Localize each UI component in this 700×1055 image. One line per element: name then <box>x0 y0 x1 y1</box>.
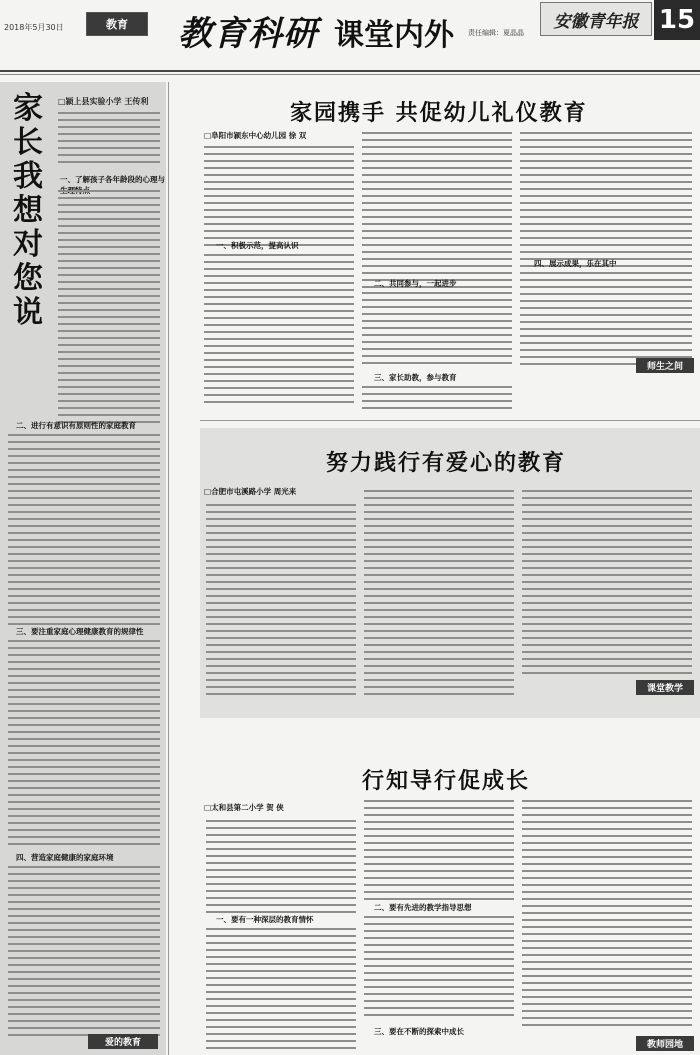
section-badge-label: 教育 <box>106 18 128 31</box>
left-text-block-2 <box>58 190 160 428</box>
article1-bottom-rule <box>200 420 700 421</box>
article2-col2 <box>364 490 514 700</box>
left-article-title: 家长我想对您说 <box>13 91 43 330</box>
column-title: 教育科研 <box>178 14 318 54</box>
article3-byline: □太和县第二小学 贺 侠 <box>204 803 284 812</box>
article1-col1-top <box>204 146 354 251</box>
article1-tag: 师生之间 <box>636 358 694 373</box>
article1-col2-mid <box>362 292 512 369</box>
article3-title: 行知导行促成长 <box>362 768 531 794</box>
left-text-block-3 <box>8 434 160 630</box>
article3-section-3: 三、要在不断的探索中成长 <box>374 1027 464 1036</box>
page-number: 15 <box>654 0 700 40</box>
article1-byline: □阜阳市颍东中心幼儿园 徐 双 <box>204 131 307 140</box>
masthead-rule <box>0 70 700 72</box>
article2-col1 <box>206 504 356 700</box>
masthead <box>0 0 700 74</box>
article1-section-1: 一、积极示范，提高认识 <box>216 241 299 250</box>
article1-section-2: 二、共同参与，一起进步 <box>374 279 457 288</box>
left-section-2: 二、进行有意识有原则性的家庭教育 <box>16 421 136 430</box>
article3-col2-mid <box>364 916 514 1021</box>
article1-section-3: 三、家长助教，参与教育 <box>374 373 457 382</box>
article1-col3-bottom <box>520 272 692 370</box>
column-subtitle: 课堂内外 <box>334 18 454 53</box>
issue-date: 2018年5月30日 <box>4 23 64 32</box>
left-text-block-1 <box>58 112 160 168</box>
left-text-block-4 <box>8 640 160 850</box>
article1-col3-top <box>520 132 692 272</box>
article2-title: 努力践行有爱心的教育 <box>326 450 567 476</box>
left-article-byline: □颍上县实验小学 王传利 <box>58 97 149 106</box>
editor-credit: 责任编辑：夏晶晶 <box>468 29 524 37</box>
left-text-block-5 <box>8 866 160 1041</box>
article3-col3 <box>522 800 692 1031</box>
left-article-tag: 爱的教育 <box>88 1034 158 1049</box>
article3-tag: 教师园地 <box>636 1036 694 1051</box>
article1-section-4: 四、展示成果，乐在其中 <box>534 259 617 268</box>
article3-col1-top <box>206 820 356 918</box>
left-article <box>0 82 166 1055</box>
article1-col2-top <box>362 132 512 293</box>
section-badge <box>86 12 148 36</box>
article2-byline: □合肥市屯溪路小学 周光来 <box>204 487 297 496</box>
article3-col1-bottom <box>206 928 356 1054</box>
left-section-4: 四、营造家庭健康的家庭环境 <box>16 853 114 862</box>
article3-section-1: 一、要有一种深层的教育情怀 <box>216 915 314 924</box>
article3-section-2: 二、要有先进的教学指导思想 <box>374 903 472 912</box>
article2-col3 <box>522 490 692 679</box>
newspaper-name: 安徽青年报 <box>540 2 652 36</box>
article1-col1-bottom <box>204 254 354 408</box>
masthead-rule-thin <box>0 74 700 75</box>
article1-title: 家园携手 共促幼儿礼仪教育 <box>290 100 588 126</box>
left-section-3: 三、要注重家庭心理健康教育的规律性 <box>16 627 144 636</box>
column-divider <box>168 82 169 1055</box>
article2-tag: 课堂教学 <box>636 680 694 695</box>
left-section-1: 一、了解孩子各年龄段的心理与 <box>60 175 165 184</box>
article1-col2-bottom <box>362 386 512 414</box>
article3-col2-top <box>364 800 514 905</box>
